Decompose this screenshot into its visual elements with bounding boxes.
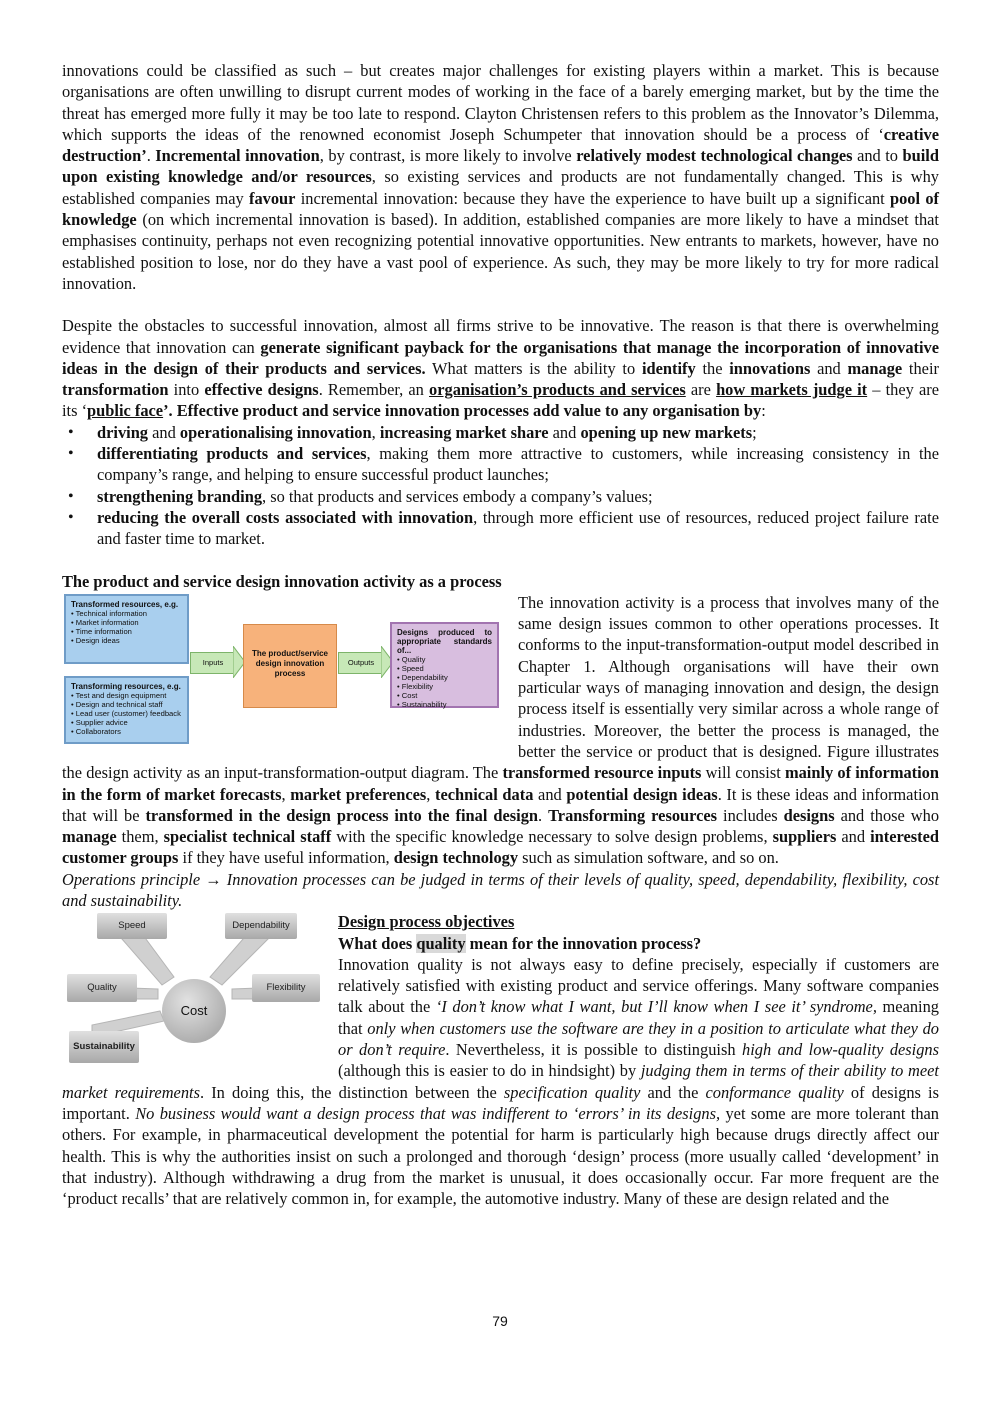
paragraph-innovation-payback: Despite the obstacles to successful innovation, almost all firms strive to be innovative. The reason is that there is overwhelming evidence that innovation can generate significant payback for the organisations that manage the incorporation of innovative ideas in the design of their products and services. What matters is the ability to identify the innovations and manage their transformation into effective designs. Remember, an organisation’s products and services are how markets judge it – they are its ‘public face’. Effective product and service innovation processes add value to any organisation by:: [62, 316, 939, 421]
input-transformation-output-figure: [62, 592, 502, 748]
design-innovation-process-box: The product/service design innovation process: [243, 624, 337, 708]
inputs-arrow: Inputs: [190, 652, 236, 674]
transforming-resources-title: Transforming resources, e.g.: [71, 681, 181, 691]
flexibility-box: Flexibility: [252, 974, 320, 1002]
list-item: • Design and technical staff: [71, 699, 163, 709]
design-objectives-figure: [62, 911, 322, 1071]
page-number: 79: [492, 1313, 508, 1329]
transformed-resources-box: [64, 594, 189, 664]
dependability-box: Dependability: [225, 913, 297, 939]
paragraph-radical-vs-incremental: innovations could be classified as such – but creates major challenges for existing players within a market. This is because organisations are often unwilling to disrupt current modes of working in the face of a barely emerging market, but by the time the threat has emerged more fully it may be too late to respond. Clayton Christensen refers to this problem as the Innovator’s Dilemma, which supports the ideas of the renowned economist Joseph Schumpeter that innovation should be a process of ‘creative destruction’. Incremental innovation, by contrast, is more likely to involve relatively modest technological changes and to build upon existing knowledge and/or resources, so existing services and products are not fundamentally changed. This is why established companies may favour incremental innovation: because they have the experience to have built up a significant pool of knowledge (on which incremental innovation is based). In addition, established companies are more likely to have a mindset that emphasises continuity, perhaps not even recognizing potential innovative opportunities. New entrants to markets, however, have no established position to lose, nor do they have a vast pool of experience. As such, they may be more likely to try for more radical innovation.: [62, 61, 939, 293]
designs-produced-title: Designs produced to appropriate standards of...: [397, 627, 492, 655]
operations-principle: Operations principle → Innovation processes can be judged in terms of their levels of quality, speed, dependability, flexibility, cost and sustainability.: [62, 869, 939, 910]
value-bullet-list: [62, 422, 939, 550]
transforming-resources-box: [64, 676, 189, 744]
list-item: • Lead user (customer) feedback: [71, 708, 181, 718]
list-item: • Supplier advice: [71, 717, 128, 727]
list-item: • Cost: [397, 690, 418, 700]
list-item: • Quality: [397, 654, 426, 664]
list-item: • Test and design equipment: [71, 690, 167, 700]
paragraph-innovation-quality: Innovation quality is not always easy to define precisely, especially if customers are relatively satisfied with existing product and service offerings. Many software companies talk about the ‘I don’t know what I want, but I’ll know when I see it’ syndrome, meaning that only when customers use the software are they in a position to articulate what they do or don’t require. Nevertheless, it is possible to distinguish high and low-quality designs (although this is easier to do in hindsight) by judging them in terms of their ability to meet market requirements. In doing this, the distinction between the specification quality and the conformance quality of designs is important. No business would want a design process that was indifferent to ‘errors’ in its designs, yet some are more tolerant than others. For example, in pharmaceutical development the potential for harm is particularly high because drugs directly affect our health. This is why the authorities insist on such a prolonged and thorough ‘design’ process (more usually called ‘development’ in that industry). Although withdrawing a drug from the market is unusual, it does occasionally occur. Far more frequent are the ‘product recalls’ that are relatively common in, for example, the automotive industry. Many of these are design related and the: [62, 954, 939, 1209]
paragraph-design-process: The innovation activity is a process that involves many of the same design issues common to other operations processes. It conforms to the input-transformation-output model described in Chapter 1. Although organisations will have their own particular ways of managing innovation and design, the design process itself is essentially very similar across a whole range of industries. Moreover, the better the process is managed, the better the service or product that is designed. Figure illustrates the design activity as an input-transformation-output diagram. The transformed resource inputs will consist mainly of information in the form of market forecasts, market preferences, technical data and potential design ideas. It is these ideas and information that will be transformed in the design process into the final design. Transforming resources includes designs and those who manage them, specialist technical staff with the specific knowledge necessary to solve design problems, suppliers and interested customer groups if they have useful information, design technology such as simulation software, and so on.: [62, 592, 940, 868]
page-body: [62, 60, 939, 1209]
list-item: • Speed: [397, 663, 424, 673]
designs-produced-box: [390, 622, 499, 708]
quality-subheading: What does quality mean for the innovation process?: [338, 933, 702, 953]
list-item: • Design ideas: [71, 635, 120, 645]
list-item: • driving and operationalising innovation, increasing market share and opening up new markets;: [62, 422, 939, 443]
section-heading-design-process: The product and service design innovation activity as a process: [62, 571, 502, 591]
speed-box: Speed: [97, 913, 167, 939]
list-item: • differentiating products and services, making them more attractive to customers, while increasing consistency in the company’s range, and helping to ensure successful product launches;: [62, 443, 939, 486]
transformed-resources-title: Transformed resources, e.g.: [71, 599, 179, 609]
list-item: • reducing the overall costs associated with innovation, through more efficient use of resources, reduced project failure rate and faster time to market.: [62, 507, 939, 550]
section-heading-objectives: Design process objectives: [338, 912, 515, 932]
list-item: • Sustainability: [397, 699, 447, 709]
list-item: • Technical information: [71, 608, 147, 618]
list-item: • Flexibility: [397, 681, 433, 691]
list-item: • Market information: [71, 617, 139, 627]
sustainability-box: Sustainability: [69, 1031, 139, 1063]
list-item: • Dependability: [397, 672, 448, 682]
cost-circle: Cost: [162, 979, 226, 1043]
list-item: • Collaborators: [71, 726, 121, 736]
list-item: • Time information: [71, 626, 132, 636]
outputs-arrow: Outputs: [338, 652, 384, 674]
list-item: • strengthening branding, so that products and services embody a company’s values;: [62, 486, 939, 507]
quality-box: Quality: [67, 974, 137, 1002]
